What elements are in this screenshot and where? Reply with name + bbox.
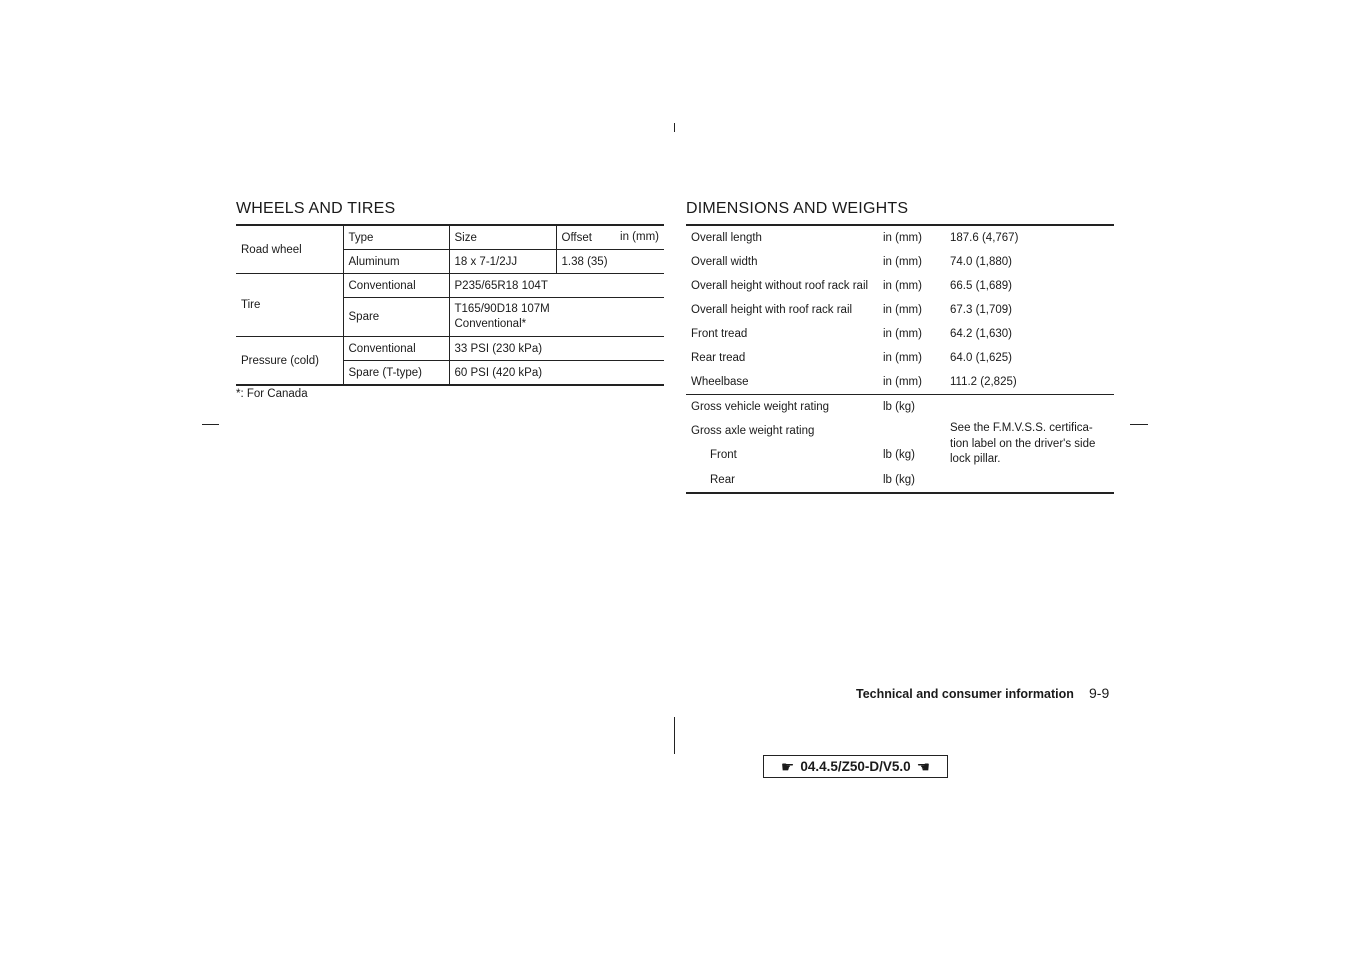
dim-unit: in (mm) [883,352,922,364]
table-row [236,225,664,250]
table-row [686,468,1114,493]
rear-unit: lb (kg) [883,473,915,486]
dim-label: Front tread [691,328,748,340]
tire-spare-size-cell [449,298,664,337]
pressure-spare-type: Spare (T-type) [343,361,449,386]
page-number: 9-9 [1089,685,1110,701]
gvwr-value-empty [945,395,1114,420]
aluminum-type: Aluminum [343,250,449,274]
crop-mark-right [1130,424,1148,425]
dim-unit: in (mm) [883,280,922,292]
crop-mark-top [674,123,675,132]
dim-label: Overall width [691,256,758,268]
dim-value: 111.2 (2,825) [950,376,1017,388]
dim-value: 64.2 (1,630) [950,328,1013,340]
weight-note [945,419,1114,468]
table-row [686,274,1114,298]
pointing-hand-left-icon: ☚ [916,758,931,776]
dim-unit: in (mm) [883,328,922,340]
gvwr-label: Gross vehicle weight rating [686,395,878,420]
table-row [686,346,1114,370]
aluminum-size: 18 x 7-1/2JJ [449,250,556,274]
weight-note-line3: lock pillar. [950,453,1001,465]
dimensions-weights-table [686,224,1114,494]
rear-value-empty [945,468,1114,493]
gawr-unit-empty [878,419,945,443]
weight-note-line1: See the F.M.V.S.S. certifica- [950,422,1093,434]
dim-value: 64.0 (1,625) [950,352,1013,364]
header-size: Size [449,225,556,250]
table-row [686,225,1114,250]
pressure-label: Pressure (cold) [236,337,343,386]
table-row [686,298,1114,322]
tire-label: Tire [236,274,343,337]
tire-spare-size-line1: T165/90D18 107M [454,303,550,315]
dim-unit: in (mm) [883,304,922,316]
aluminum-offset: 1.38 (35) [556,250,664,274]
dim-value: 187.6 (4,767) [950,232,1019,244]
header-type: Type [343,225,449,250]
table-row [686,322,1114,346]
wheels-section-title: WHEELS AND TIRES [236,200,396,217]
dim-value: 67.3 (1,709) [950,304,1013,316]
road-wheel-label: Road wheel [236,225,343,274]
document-code: 04.4.5/Z50-D/V5.0 [800,759,911,774]
header-offset: Offset [561,231,592,244]
dim-label: Overall height without roof rack rail [691,280,869,292]
front-label: Front [710,449,737,462]
table-row [686,419,1114,443]
wheels-tires-table [236,224,664,386]
header-offset-cell [556,225,664,250]
pointing-hand-right-icon: ☛ [780,758,795,776]
dim-label: Overall height with roof rack rail [691,304,853,316]
tire-spare-size-line2: Conventional* [454,318,527,330]
crop-mark-left [202,424,219,425]
rear-label: Rear [710,473,735,486]
footer-section-title: Technical and consumer information [856,687,1074,701]
front-unit: lb (kg) [883,449,915,462]
dim-label: Wheelbase [691,376,749,388]
table-row [236,274,664,298]
wheels-footnote: *: For Canada [236,388,308,400]
pressure-conventional-value: 33 PSI (230 kPa) [449,337,664,361]
dim-unit: in (mm) [883,256,922,268]
table-row [686,250,1114,274]
tire-spare-type: Spare [343,298,449,337]
gvwr-unit: lb (kg) [878,395,945,420]
pressure-spare-value: 60 PSI (420 kPa) [449,361,664,386]
dim-unit: in (mm) [883,232,922,244]
dim-value: 66.5 (1,689) [950,280,1013,292]
dim-label: Rear tread [691,352,746,364]
dim-label: Overall length [691,232,762,244]
dimensions-section-title: DIMENSIONS AND WEIGHTS [686,200,909,217]
tire-conventional-type: Conventional [343,274,449,298]
header-offset-unit: in (mm) [620,231,659,243]
weight-note-line2: tion label on the driver's side [950,437,1096,450]
dim-unit: in (mm) [883,376,922,388]
document-code-box [763,755,948,778]
pressure-conventional-type: Conventional [343,337,449,361]
table-row [686,370,1114,395]
table-row [686,395,1114,420]
crop-mark-bottom [674,717,675,754]
table-row [236,337,664,361]
tire-conventional-size: P235/65R18 104T [449,274,664,298]
dim-value: 74.0 (1,880) [950,256,1013,268]
gawr-label: Gross axle weight rating [691,425,815,438]
